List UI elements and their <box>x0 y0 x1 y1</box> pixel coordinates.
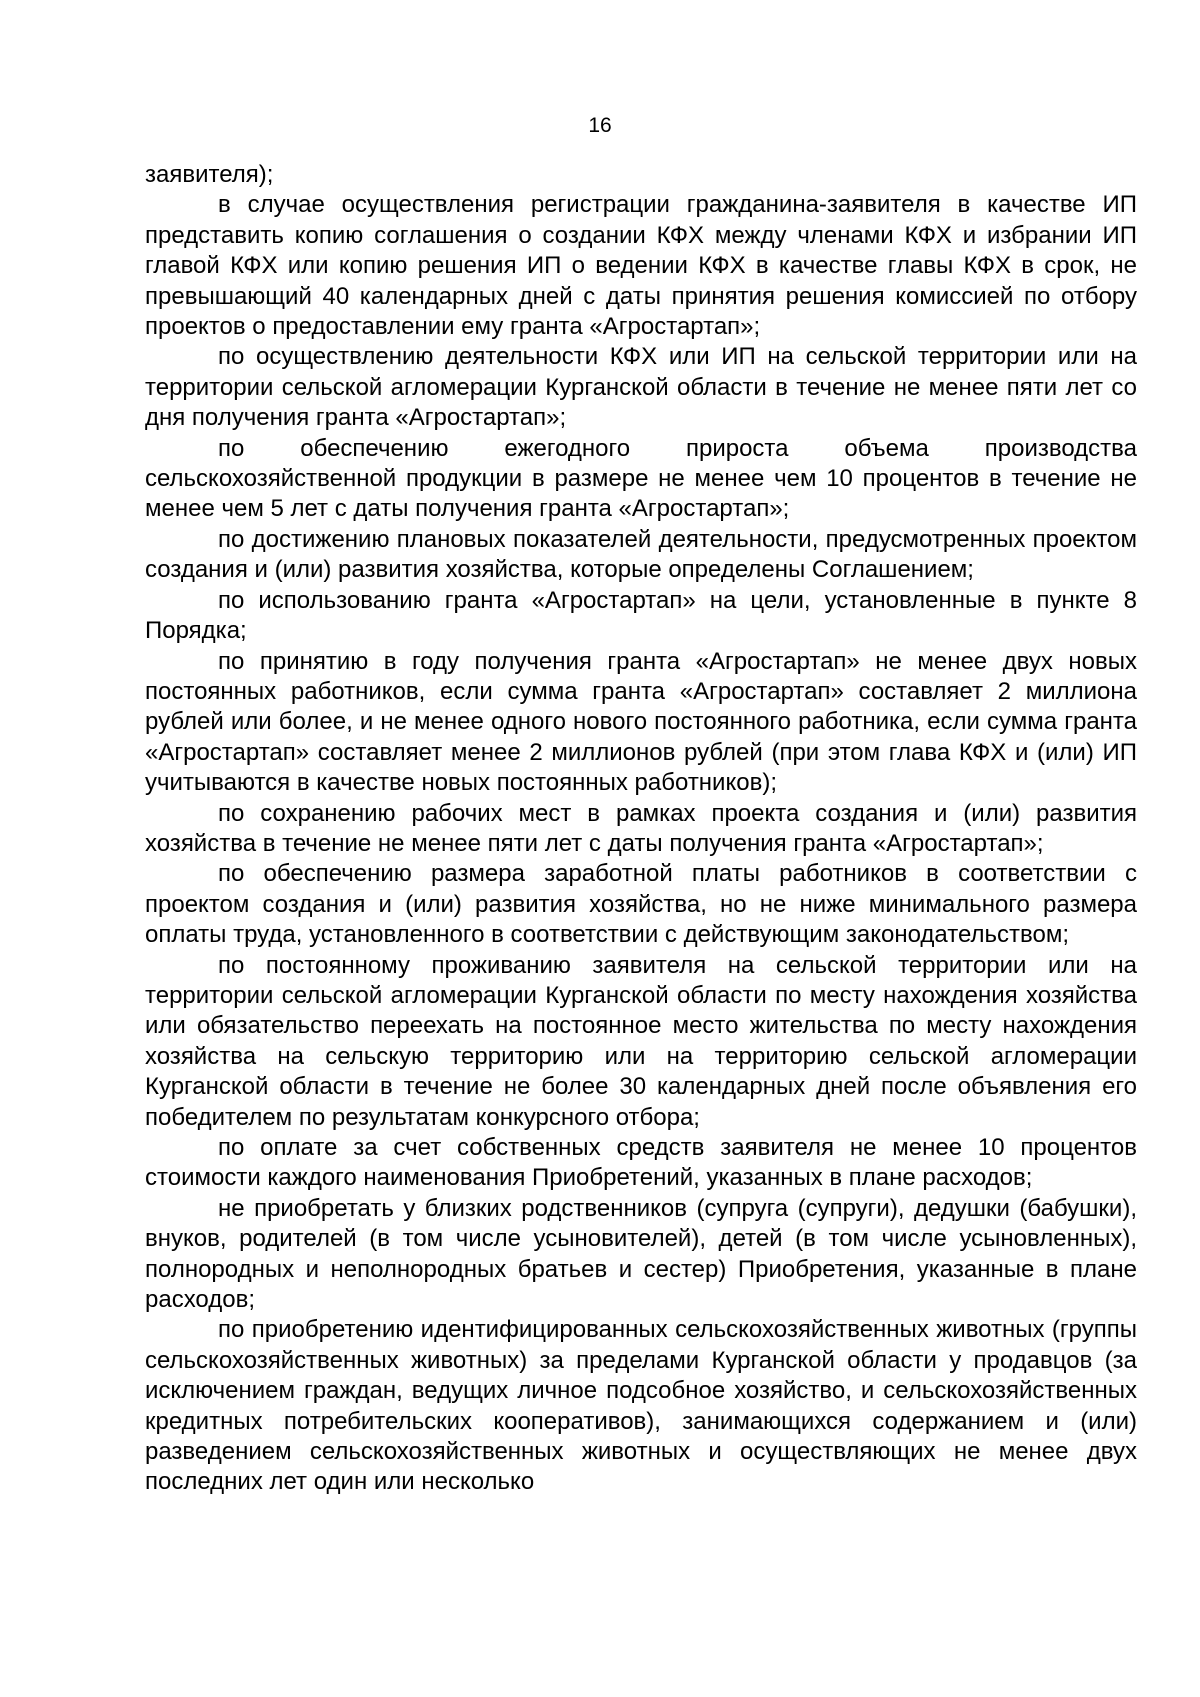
paragraph-6: по использованию гранта «Агростартап» на цели, установленные в пункте 8 Порядка; <box>145 586 1137 645</box>
paragraph-5: по достижению плановых показателей деятельности, предусмотренных проектом создания и (или) развития хозяйства, которые определены Соглашением; <box>145 525 1137 584</box>
paragraph-1: заявителя); <box>145 161 274 188</box>
paragraph-3: по осуществлению деятельности КФХ или ИП на сельской территории или на территории сельской агломерации Курганской области в течение не менее пяти лет со дня получения гранта «Агростартап»; <box>145 343 1137 432</box>
paragraph-9: по обеспечению размера заработной платы работников в соответствии с проектом создания и (или) развития хозяйства, но не ниже минимального размера оплаты труда, установленного в соответствии с действующим законодательством; <box>145 860 1137 949</box>
paragraph-7: по принятию в году получения гранта «Агростартап» не менее двух новых постоянных работников, если сумма гранта «Агростартап» составляет 2 миллиона рублей или более, и не менее одного нового постоянного работника, если сумма гранта «Агростартап» составляет менее 2 миллионов рублей (при этом глава КФХ и (или) ИП учитываются в качестве новых постоянных работников); <box>145 647 1137 797</box>
paragraph-12: не приобретать у близких родственников (супруга (супруги), дедушки (бабушки), внуков, родителей (в том числе усыновителей), детей (в том числе усыновленных), полнородных и неполнородных братьев и сестер) Приобретения, указанные в плане расходов; <box>145 1194 1137 1314</box>
paragraph-2: в случае осуществления регистрации гражданина-заявителя в качестве ИП представить копию соглашения о создании КФХ между членами КФХ и избрании ИП главой КФХ или копию решения ИП о ведении КФХ в качестве главы КФХ в срок, не превышающий 40 календарных дней с даты принятия решения комиссией по отбору проектов о предоставлении ему гранта «Агростартап»; <box>145 191 1137 341</box>
paragraph-8: по сохранению рабочих мест в рамках проекта создания и (или) развития хозяйства в течение не менее пяти лет с даты получения гранта «Агростартап»; <box>145 799 1137 857</box>
paragraph-4: по обеспечению ежегодного прироста объема производства сельскохозяйственной продукции в размере не менее чем 10 процентов в течение не менее чем 5 лет с даты получения гранта «Агростартап»; <box>145 434 1137 523</box>
paragraph-11: по оплате за счет собственных средств заявителя не менее 10 процентов стоимости каждого наименования Приобретений, указанных в плане расходов; <box>145 1134 1137 1192</box>
document-body <box>145 160 1137 1498</box>
paragraph-10: по постоянному проживанию заявителя на сельской территории или на территории сельской агломерации Курганской области по месту нахождения хозяйства или обязательство переехать на постоянное место жительства по месту нахождения хозяйства на сельскую территорию или на территорию сельской агломерации Курганской области в течение не более 30 календарных дней после объявления его победителем по результатам конкурсного отбора; <box>145 951 1137 1131</box>
paragraph-13: по приобретению идентифицированных сельскохозяйственных животных (группы сельскохозяйственных животных) за пределами Курганской области у продавцов (за исключением граждан, ведущих личное подсобное хозяйство, и сельскохозяйственных кредитных потребительских кооперативов), занимающихся содержанием и (или) разведением сельскохозяйственных животных и осуществляющих не менее двух последних лет один или несколько <box>145 1316 1137 1496</box>
page-number: 16 <box>588 114 612 137</box>
